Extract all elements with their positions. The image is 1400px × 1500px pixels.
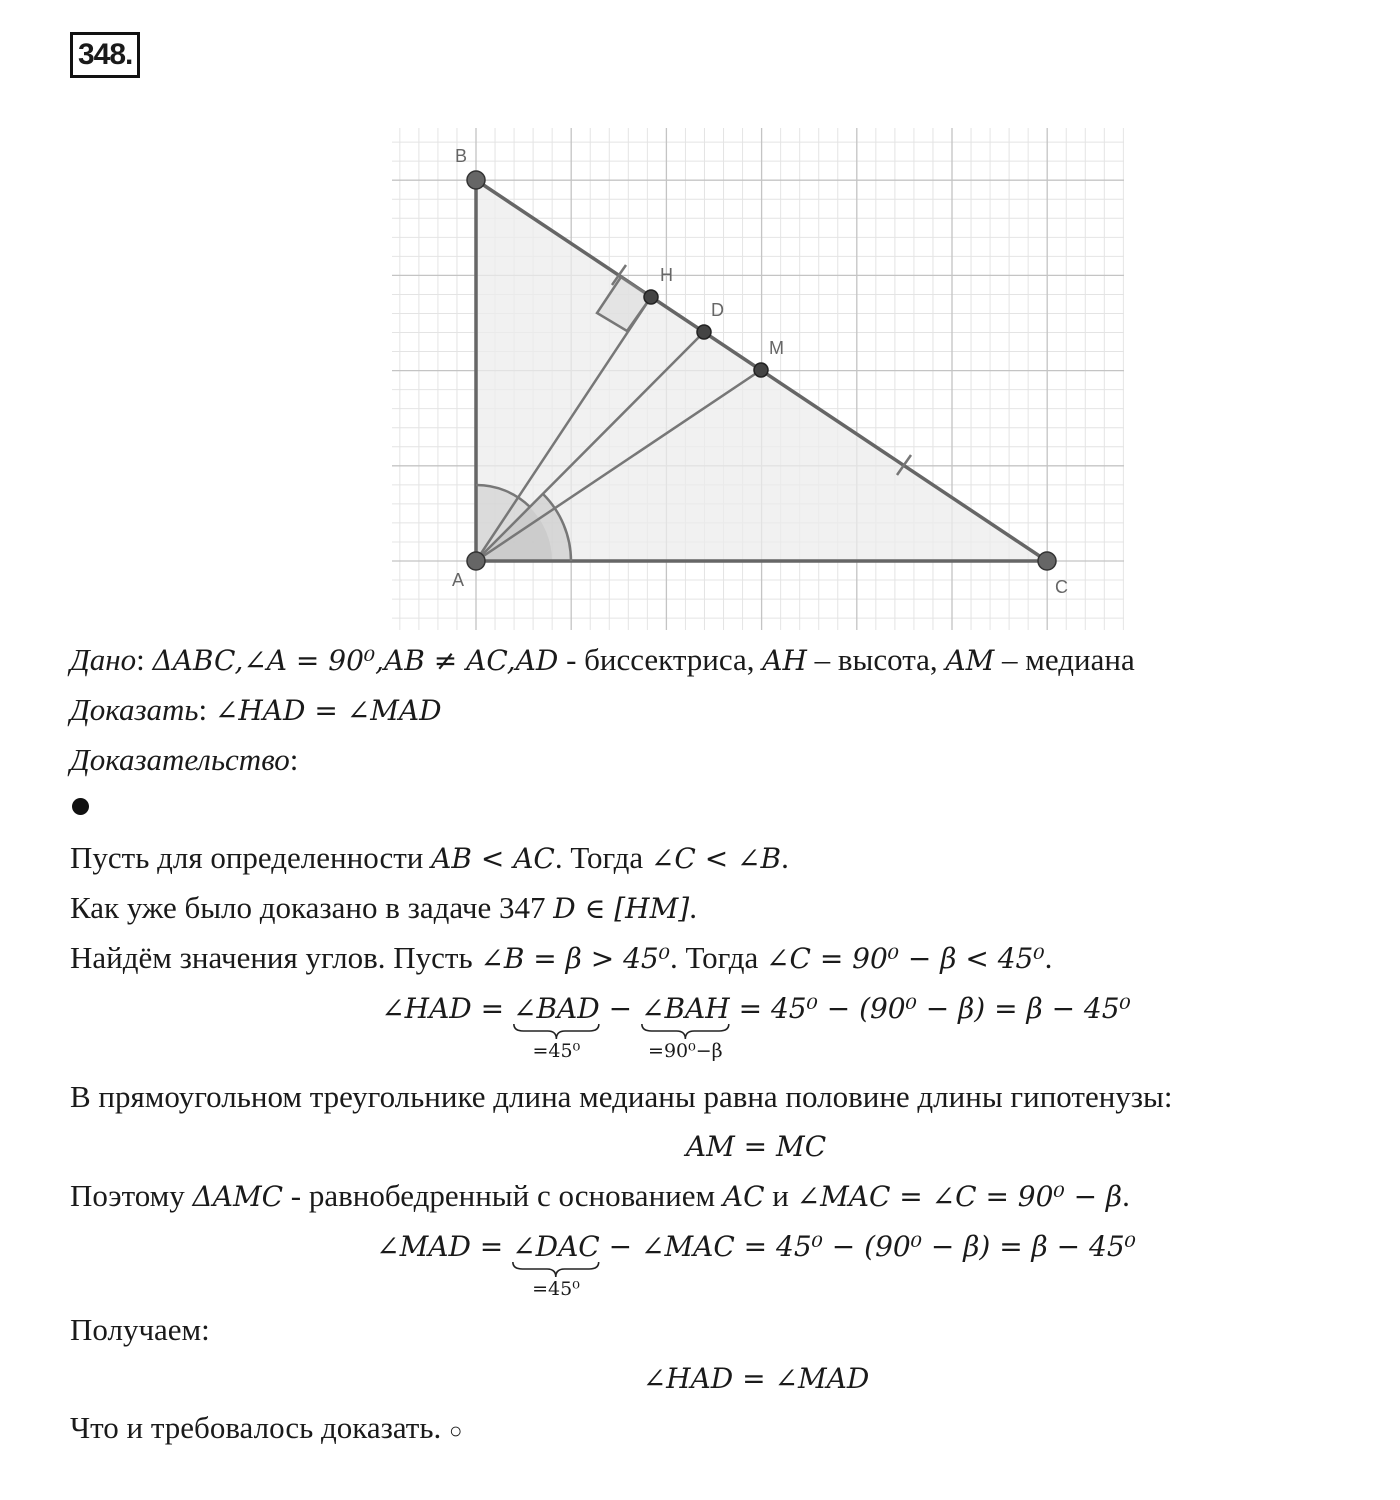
line3-math-1: ∠B = β > 45⁰ — [480, 942, 670, 975]
equation-had — [0, 988, 1400, 1062]
eq1-underbrace-bad — [513, 989, 600, 1062]
line5-text-3: и — [764, 1178, 797, 1213]
proof-line-1 — [70, 838, 789, 879]
line3-math-2: ∠C = 90⁰ − β < 45⁰ — [766, 942, 1045, 975]
line3-text-1: Найдём значения углов. Пусть — [70, 940, 481, 975]
line1-text-1: Пусть для определенности — [70, 840, 432, 875]
proof-line-2 — [70, 888, 697, 929]
equation-conclusion — [0, 1358, 1400, 1399]
point-h — [644, 290, 658, 304]
line5-text-4: . — [1122, 1178, 1130, 1213]
given-math-3: AM — [945, 644, 995, 677]
line5-math-2: AC — [722, 1180, 765, 1213]
eq1-term-bad: ∠BAD — [513, 992, 600, 1025]
line3-text-2: . Тогда — [669, 940, 767, 975]
line2-math-1: D ∈ [HM] — [553, 892, 690, 925]
underbrace-icon — [641, 1023, 730, 1041]
given-label: Дано — [70, 642, 137, 677]
problem-number: 348. — [70, 32, 140, 78]
eq3-rhs: − ∠MAC = 45⁰ − (90⁰ − β) = β − 45⁰ — [599, 1230, 1136, 1263]
point-c — [1038, 552, 1056, 570]
given-line: Дано: ΔABC,∠A = 90⁰,AB ≠ AC,AD - биссектриса, AH – высота, AM – медиана — [70, 642, 1135, 677]
line5-math-1: ΔAMC — [192, 1180, 284, 1213]
line2-text-2: . — [689, 890, 697, 925]
eq3-note-45: =45⁰ — [532, 1278, 580, 1300]
eq4-math: ∠HAD = ∠MAD — [642, 1362, 870, 1395]
line5-text-1: Поэтому — [70, 1178, 193, 1213]
eq1-lhs: ∠HAD = — [381, 992, 514, 1025]
given-text-2: – высота, — [806, 642, 946, 677]
proof-label: Доказательство — [70, 742, 290, 777]
eq1-underbrace-bah — [641, 989, 730, 1062]
proof-line-4: В прямоугольном треугольнике длина медианы равна половине длины гипотенузы: — [70, 1079, 1173, 1114]
geometry-figure — [392, 128, 1124, 630]
point-a — [467, 552, 485, 570]
proof-line-7 — [70, 1408, 462, 1451]
proof-line-3 — [70, 938, 1052, 979]
prove-line: Доказать: ∠HAD = ∠MAD — [70, 692, 442, 727]
eq1-rhs: = 45⁰ − (90⁰ − β) = β − 45⁰ — [729, 992, 1131, 1025]
eq3-term-dac: ∠DAC — [512, 1230, 600, 1263]
given-math-2: AH — [762, 644, 807, 677]
underbrace-icon — [513, 1023, 600, 1041]
line5-text-2: - равнобедренный с основанием — [283, 1178, 723, 1213]
line1-math-1: AB < AC — [431, 842, 555, 875]
given-text-1: - биссектриса, — [558, 642, 763, 677]
line1-text-3: . — [781, 840, 789, 875]
given-math-1: ΔABC,∠A = 90⁰,AB ≠ AC,AD — [152, 644, 559, 677]
eq1-note-45: =45⁰ — [532, 1040, 581, 1062]
eq1-term-bah: ∠BAH — [641, 992, 730, 1025]
point-b — [467, 171, 485, 189]
line5-math-3: ∠MAC = ∠C = 90⁰ − β — [796, 1180, 1123, 1213]
eq3-lhs: ∠MAD = — [376, 1230, 513, 1263]
point-d — [697, 325, 711, 339]
eq1-note-90-beta: =90⁰−β — [648, 1040, 723, 1062]
proof-line-5 — [70, 1176, 1130, 1217]
point-m — [754, 363, 768, 377]
line3-text-3: . — [1044, 940, 1053, 975]
proof-line-6: Получаем: — [70, 1312, 210, 1347]
prove-label: Доказать — [70, 692, 199, 727]
label-c: C — [1055, 577, 1068, 597]
eq1-minus: − — [599, 992, 641, 1025]
equation-am-mc — [0, 1126, 1400, 1167]
underbrace-icon — [512, 1261, 600, 1279]
label-b: B — [455, 146, 468, 166]
eq2-math: AM = MC — [685, 1130, 827, 1163]
label-a: A — [452, 570, 465, 590]
end-circle-icon: ○ — [449, 1418, 463, 1443]
bullet-marker — [72, 798, 89, 815]
label-d: D — [711, 300, 724, 320]
given-text-3: – медиана — [994, 642, 1135, 677]
line1-text-2: . Тогда — [554, 840, 651, 875]
qed-text: Что и требовалось доказать. — [70, 1410, 449, 1445]
line2-text-1: Как уже было доказано в задаче 347 — [70, 890, 554, 925]
label-h: H — [660, 265, 673, 285]
eq3-underbrace-dac — [512, 1227, 600, 1300]
equation-mad — [0, 1226, 1400, 1300]
label-m: M — [769, 338, 784, 358]
proof-heading: Доказательство: — [70, 742, 299, 777]
prove-math: ∠HAD = ∠MAD — [214, 694, 442, 727]
line1-math-2: ∠C < ∠B — [650, 842, 782, 875]
